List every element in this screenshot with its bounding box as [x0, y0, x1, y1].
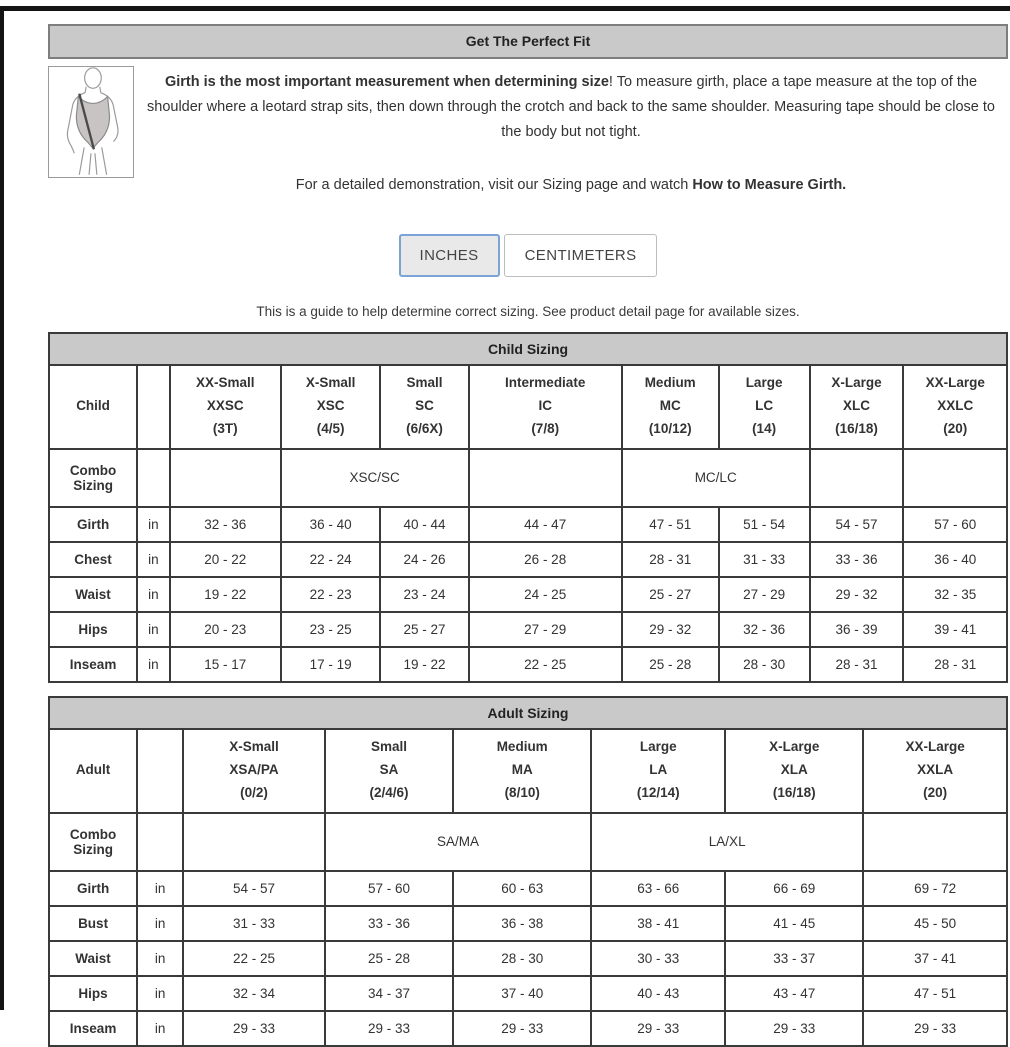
- child-column-header-7: XX-Large XXLC (20): [903, 365, 1007, 449]
- child-sizing-table: [48, 332, 1008, 683]
- adult-cell-0-2: 60 - 63: [453, 871, 591, 906]
- girth-measurement-figure: [48, 66, 134, 178]
- child-column-header-4: Medium MC (10/12): [622, 365, 719, 449]
- adult-cell-4-4: 29 - 33: [725, 1011, 863, 1046]
- child-cell-4-1: 17 - 19: [281, 647, 381, 682]
- child-cell-1-5: 31 - 33: [719, 542, 810, 577]
- child-cell-3-2: 25 - 27: [380, 612, 468, 647]
- intro-paragraph: [134, 66, 1008, 198]
- child-row-unit-1: in: [137, 542, 170, 577]
- adult-row-unit-0: in: [137, 871, 183, 906]
- adult-row-label-4: Inseam: [49, 1011, 137, 1046]
- child-cell-2-5: 27 - 29: [719, 577, 810, 612]
- adult-cell-0-0: 54 - 57: [183, 871, 325, 906]
- child-cell-4-2: 19 - 22: [380, 647, 468, 682]
- adult-cell-3-2: 37 - 40: [453, 976, 591, 1011]
- adult-combo-cell-0: [183, 813, 325, 871]
- intro-section: [48, 66, 1008, 198]
- demo-line: [136, 173, 1006, 198]
- child-cell-2-6: 29 - 32: [810, 577, 904, 612]
- child-cell-0-4: 47 - 51: [622, 507, 719, 542]
- adult-column-header-2: Medium MA (8/10): [453, 729, 591, 813]
- adult-row-label-2: Waist: [49, 941, 137, 976]
- child-combo-cell-3: MC/LC: [622, 449, 810, 507]
- adult-cell-1-3: 38 - 41: [591, 906, 725, 941]
- child-cell-2-2: 23 - 24: [380, 577, 468, 612]
- adult-cell-1-4: 41 - 45: [725, 906, 863, 941]
- adult-unit-header: [137, 729, 183, 813]
- adult-column-header-5: XX-Large XXLA (20): [863, 729, 1007, 813]
- child-cell-3-0: 20 - 23: [170, 612, 281, 647]
- demo-line-text: For a detailed demonstration, visit our Sizing page and watch: [295, 176, 693, 193]
- child-combo-label: Combo Sizing: [49, 449, 137, 507]
- adult-cell-4-5: 29 - 33: [863, 1011, 1007, 1046]
- adult-row-inseam: [49, 1011, 1007, 1046]
- adult-cell-2-0: 22 - 25: [183, 941, 325, 976]
- child-cell-2-7: 32 - 35: [903, 577, 1007, 612]
- child-cell-2-3: 24 - 25: [469, 577, 622, 612]
- adult-corner-label: Adult: [49, 729, 137, 813]
- adult-row-unit-1: in: [137, 906, 183, 941]
- adult-cell-2-1: 25 - 28: [325, 941, 453, 976]
- child-cell-0-3: 44 - 47: [469, 507, 622, 542]
- adult-cell-0-1: 57 - 60: [325, 871, 453, 906]
- adult-combo-cell-1: SA/MA: [325, 813, 591, 871]
- adult-cell-1-1: 33 - 36: [325, 906, 453, 941]
- girth-instructions: [136, 70, 1006, 145]
- adult-cell-4-3: 29 - 33: [591, 1011, 725, 1046]
- child-cell-1-4: 28 - 31: [622, 542, 719, 577]
- adult-cell-0-4: 66 - 69: [725, 871, 863, 906]
- child-column-header-6: X-Large XLC (16/18): [810, 365, 904, 449]
- child-cell-0-2: 40 - 44: [380, 507, 468, 542]
- child-column-header-1: X-Small XSC (4/5): [281, 365, 381, 449]
- child-cell-3-1: 23 - 25: [281, 612, 381, 647]
- child-row-label-2: Waist: [49, 577, 137, 612]
- adult-cell-4-0: 29 - 33: [183, 1011, 325, 1046]
- child-combo-cell-1: XSC/SC: [281, 449, 469, 507]
- child-cell-4-7: 28 - 31: [903, 647, 1007, 682]
- child-cell-2-0: 19 - 22: [170, 577, 281, 612]
- adult-cell-2-4: 33 - 37: [725, 941, 863, 976]
- adult-row-label-0: Girth: [49, 871, 137, 906]
- adult-row-unit-2: in: [137, 941, 183, 976]
- child-cell-0-6: 54 - 57: [810, 507, 904, 542]
- child-row-label-4: Inseam: [49, 647, 137, 682]
- child-cell-1-0: 20 - 22: [170, 542, 281, 577]
- child-row-unit-2: in: [137, 577, 170, 612]
- adult-cell-3-0: 32 - 34: [183, 976, 325, 1011]
- centimeters-button[interactable]: CENTIMETERS: [504, 234, 658, 277]
- child-cell-3-7: 39 - 41: [903, 612, 1007, 647]
- child-row-label-0: Girth: [49, 507, 137, 542]
- adult-cell-1-5: 45 - 50: [863, 906, 1007, 941]
- child-corner-label: Child: [49, 365, 137, 449]
- adult-row-label-3: Hips: [49, 976, 137, 1011]
- child-cell-4-0: 15 - 17: [170, 647, 281, 682]
- adult-row-girth: [49, 871, 1007, 906]
- adult-row-bust: [49, 906, 1007, 941]
- child-cell-3-3: 27 - 29: [469, 612, 622, 647]
- child-combo-cell-4: [810, 449, 904, 507]
- window-frame-left: [0, 10, 4, 1010]
- adult-cell-2-3: 30 - 33: [591, 941, 725, 976]
- adult-row-label-1: Bust: [49, 906, 137, 941]
- adult-column-header-3: Large LA (12/14): [591, 729, 725, 813]
- child-cell-0-1: 36 - 40: [281, 507, 381, 542]
- child-cell-0-5: 51 - 54: [719, 507, 810, 542]
- child-column-header-5: Large LC (14): [719, 365, 810, 449]
- adult-column-header-4: X-Large XLA (16/18): [725, 729, 863, 813]
- child-row-waist: [49, 577, 1007, 612]
- adult-column-header-0: X-Small XSA/PA (0/2): [183, 729, 325, 813]
- child-combo-cell-0: [170, 449, 281, 507]
- adult-cell-3-3: 40 - 43: [591, 976, 725, 1011]
- adult-cell-0-5: 69 - 72: [863, 871, 1007, 906]
- child-column-header-3: Intermediate IC (7/8): [469, 365, 622, 449]
- adult-cell-3-1: 34 - 37: [325, 976, 453, 1011]
- adult-sizing-table: [48, 696, 1008, 1047]
- adult-cell-0-3: 63 - 66: [591, 871, 725, 906]
- child-row-unit-4: in: [137, 647, 170, 682]
- child-row-unit-3: in: [137, 612, 170, 647]
- child-cell-1-3: 26 - 28: [469, 542, 622, 577]
- adult-cell-4-1: 29 - 33: [325, 1011, 453, 1046]
- child-row-girth: [49, 507, 1007, 542]
- adult-combo-cell-3: [863, 813, 1007, 871]
- child-cell-4-4: 25 - 28: [622, 647, 719, 682]
- child-cell-1-1: 22 - 24: [281, 542, 381, 577]
- sizing-note: This is a guide to help determine correct sizing. See product detail page for available sizes.: [256, 303, 800, 319]
- child-column-header-0: XX-Small XXSC (3T): [170, 365, 281, 449]
- adult-cell-1-0: 31 - 33: [183, 906, 325, 941]
- girth-instructions-rest: ! To measure girth, place a tape measure at the top of the shoulder where a leotard strap sits, then down through the crotch and back to the same shoulder. Measuring tape should be close to the body but not tight.: [147, 74, 995, 140]
- adult-column-header-1: Small SA (2/4/6): [325, 729, 453, 813]
- adult-title: Adult Sizing: [49, 697, 1007, 729]
- adult-cell-3-4: 43 - 47: [725, 976, 863, 1011]
- child-cell-0-0: 32 - 36: [170, 507, 281, 542]
- adult-combo-cell-2: LA/XL: [591, 813, 863, 871]
- child-cell-2-1: 22 - 23: [281, 577, 381, 612]
- child-cell-3-5: 32 - 36: [719, 612, 810, 647]
- child-cell-4-3: 22 - 25: [469, 647, 622, 682]
- sizing-guide-page: [48, 24, 1008, 1047]
- child-cell-1-6: 33 - 36: [810, 542, 904, 577]
- demo-line-bold: How to Measure Girth.: [692, 176, 847, 193]
- child-unit-header: [137, 365, 170, 449]
- child-combo-unit: [137, 449, 170, 507]
- child-cell-4-5: 28 - 30: [719, 647, 810, 682]
- girth-instructions-bold: Girth is the most important measurement when determining size: [164, 74, 609, 90]
- adult-cell-4-2: 29 - 33: [453, 1011, 591, 1046]
- adult-cell-3-5: 47 - 51: [863, 976, 1007, 1011]
- child-row-label-1: Chest: [49, 542, 137, 577]
- adult-row-unit-3: in: [137, 976, 183, 1011]
- child-title: Child Sizing: [49, 333, 1007, 365]
- child-cell-4-6: 28 - 31: [810, 647, 904, 682]
- child-cell-0-7: 57 - 60: [903, 507, 1007, 542]
- child-cell-3-4: 29 - 32: [622, 612, 719, 647]
- leotard-girth-icon: [49, 67, 133, 177]
- child-row-label-3: Hips: [49, 612, 137, 647]
- adult-combo-unit: [137, 813, 183, 871]
- page-title: Get The Perfect Fit: [48, 24, 1008, 59]
- window-frame-top: [0, 6, 1010, 11]
- child-row-inseam: [49, 647, 1007, 682]
- adult-combo-label: Combo Sizing: [49, 813, 137, 871]
- child-combo-cell-2: [469, 449, 622, 507]
- child-cell-3-6: 36 - 39: [810, 612, 904, 647]
- child-row-unit-0: in: [137, 507, 170, 542]
- adult-row-unit-4: in: [137, 1011, 183, 1046]
- child-row-hips: [49, 612, 1007, 647]
- adult-cell-1-2: 36 - 38: [453, 906, 591, 941]
- child-column-header-2: Small SC (6/6X): [380, 365, 468, 449]
- child-combo-cell-5: [903, 449, 1007, 507]
- adult-row-hips: [49, 976, 1007, 1011]
- adult-cell-2-5: 37 - 41: [863, 941, 1007, 976]
- unit-toggle: [48, 234, 1008, 277]
- child-row-chest: [49, 542, 1007, 577]
- adult-cell-2-2: 28 - 30: [453, 941, 591, 976]
- child-cell-1-2: 24 - 26: [380, 542, 468, 577]
- child-cell-1-7: 36 - 40: [903, 542, 1007, 577]
- adult-row-waist: [49, 941, 1007, 976]
- child-cell-2-4: 25 - 27: [622, 577, 719, 612]
- inches-button[interactable]: INCHES: [399, 234, 500, 277]
